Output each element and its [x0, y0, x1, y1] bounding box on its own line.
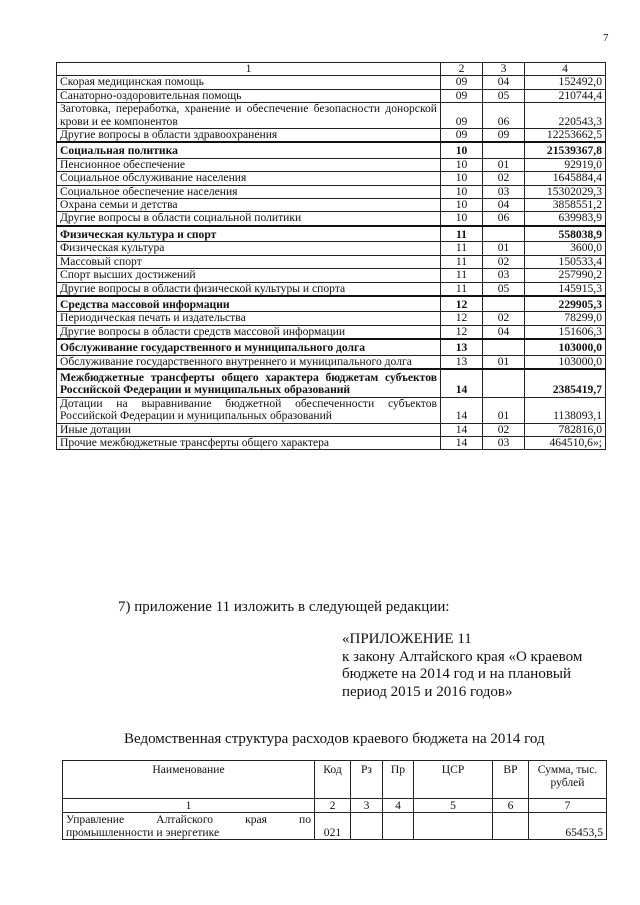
table-row: [57, 76, 606, 89]
table-row: [57, 269, 606, 282]
header-cell: 3: [483, 63, 525, 76]
row-pr: 03: [483, 185, 525, 198]
header-csr: ЦСР: [414, 761, 493, 799]
budget-header-row: [57, 63, 606, 76]
page-number: 7: [603, 32, 609, 44]
dept-structure-table: [62, 760, 607, 840]
row-pr: 09: [483, 129, 525, 143]
table-row: [57, 212, 606, 226]
row-pr: [483, 226, 525, 242]
annex-line: к закону Алтайского края «О краевом: [342, 648, 583, 665]
table-row: [57, 355, 606, 369]
row-sum: 3858551,2: [525, 199, 606, 212]
row-rz: 12: [441, 325, 483, 339]
row-name: Социальное обеспечение населения: [57, 185, 441, 198]
row-rz: 09: [441, 89, 483, 102]
row-pr: 05: [483, 282, 525, 296]
row-sum: 210744,4: [525, 89, 606, 102]
row-pr: 02: [483, 172, 525, 185]
row-pr: 04: [483, 325, 525, 339]
row-rz: 14: [441, 397, 483, 423]
table-row: [57, 423, 606, 436]
dept-csr: [414, 813, 493, 840]
dept-name: Управление Алтайского края по промышленности и энергетике: [63, 813, 315, 840]
row-pr: 03: [483, 269, 525, 282]
row-rz: 11: [441, 255, 483, 268]
dept-pr: [383, 813, 414, 840]
index-cell: 1: [63, 799, 315, 813]
row-rz: 11: [441, 282, 483, 296]
table-row: [57, 89, 606, 102]
index-cell: 2: [315, 799, 351, 813]
row-rz: 12: [441, 312, 483, 325]
row-pr: 01: [483, 355, 525, 369]
table-row: [57, 172, 606, 185]
row-name: Массовый спорт: [57, 255, 441, 268]
row-name: Другие вопросы в области физической культуры и спорта: [57, 282, 441, 296]
row-name: Заготовка, переработка, хранение и обеспечение безопасности донорской крови и ее компонентов: [57, 103, 441, 129]
row-name: Иные дотации: [57, 423, 441, 436]
row-pr: 02: [483, 312, 525, 325]
row-rz: 09: [441, 103, 483, 129]
row-name: Обслуживание государственного внутреннего и муниципального долга: [57, 355, 441, 369]
header-pr: Пр: [383, 761, 414, 799]
row-name: Другие вопросы в области средств массовой информации: [57, 325, 441, 339]
row-pr: [483, 339, 525, 355]
table-row: [57, 103, 606, 129]
row-pr: [483, 296, 525, 312]
row-sum: 558038,9: [525, 226, 606, 242]
row-name: Средства массовой информации: [57, 296, 441, 312]
row-name: Охрана семьи и детства: [57, 199, 441, 212]
header-vr: ВР: [493, 761, 529, 799]
annex-title: «ПРИЛОЖЕНИЕ 11: [342, 631, 472, 647]
index-cell: 7: [529, 799, 607, 813]
row-sum: 145915,3: [525, 282, 606, 296]
row-rz: 12: [441, 296, 483, 312]
dept-header-row: [63, 761, 607, 799]
row-sum: 220543,3: [525, 103, 606, 129]
header-name: Наименование: [63, 761, 315, 799]
row-pr: 01: [483, 242, 525, 255]
row-rz: 10: [441, 172, 483, 185]
row-name: Межбюджетные трансферты общего характера бюджетам субъектов Российской Федерации и муниципальных образований: [57, 369, 441, 397]
row-rz: 11: [441, 226, 483, 242]
index-cell: 5: [414, 799, 493, 813]
row-name: Физическая культура: [57, 242, 441, 255]
row-pr: 02: [483, 423, 525, 436]
row-name: Обслуживание государственного и муниципального долга: [57, 339, 441, 355]
row-rz: 11: [441, 242, 483, 255]
row-sum: 639983,9: [525, 212, 606, 226]
table-row: [57, 242, 606, 255]
section-row: [57, 296, 606, 312]
table-row: [57, 129, 606, 143]
row-pr: 01: [483, 158, 525, 171]
row-name: Периодическая печать и издательства: [57, 312, 441, 325]
row-pr: [483, 369, 525, 397]
table-row: [57, 158, 606, 171]
row-pr: 04: [483, 76, 525, 89]
row-pr: 04: [483, 199, 525, 212]
amendment-line: 7) приложение 11 изложить в следующей редакции:: [118, 599, 450, 615]
row-name: Другие вопросы в области социальной политики: [57, 212, 441, 226]
row-sum: 103000,0: [525, 355, 606, 369]
annex-line: период 2015 и 2016 годов»: [342, 683, 513, 700]
row-rz: 09: [441, 76, 483, 89]
row-sum: 150533,4: [525, 255, 606, 268]
row-sum: 464510,6»;: [525, 436, 606, 449]
row-sum: 257990,2: [525, 269, 606, 282]
table-row: [57, 255, 606, 268]
budget-table: [56, 62, 606, 450]
row-pr: 02: [483, 255, 525, 268]
row-rz: 14: [441, 436, 483, 449]
row-name: Социальное обслуживание населения: [57, 172, 441, 185]
dept-code: 021: [315, 813, 351, 840]
row-sum: 103000,0: [525, 339, 606, 355]
table-row: [57, 185, 606, 198]
row-name: Физическая культура и спорт: [57, 226, 441, 242]
dept-vr: [493, 813, 529, 840]
row-sum: 3600,0: [525, 242, 606, 255]
row-rz: 10: [441, 142, 483, 158]
row-sum: 2385419,7: [525, 369, 606, 397]
section-row: [57, 369, 606, 397]
row-sum: 21539367,8: [525, 142, 606, 158]
row-sum: 12253662,5: [525, 129, 606, 143]
annex-line: бюджете на 2014 год и на плановый: [342, 666, 572, 682]
row-sum: 92919,0: [525, 158, 606, 171]
section-row: [57, 339, 606, 355]
row-rz: 09: [441, 129, 483, 143]
table-row: [57, 397, 606, 423]
row-rz: 10: [441, 199, 483, 212]
row-name: Скорая медицинская помощь: [57, 76, 441, 89]
structure-title: Ведомственная структура расходов краевого бюджета на 2014 год: [124, 731, 545, 747]
annex-block: [342, 631, 582, 701]
row-name: Спорт высших достижений: [57, 269, 441, 282]
index-cell: 6: [493, 799, 529, 813]
header-cell: 2: [441, 63, 483, 76]
row-name: Дотации на выравнивание бюджетной обеспеченности субъектов Российской Федерации и муниципальных образований: [57, 397, 441, 423]
table-row: [57, 282, 606, 296]
row-pr: 03: [483, 436, 525, 449]
table-row: [57, 312, 606, 325]
row-rz: 10: [441, 158, 483, 171]
row-pr: 06: [483, 212, 525, 226]
row-rz: 10: [441, 185, 483, 198]
dept-sum: 65453,5: [529, 813, 607, 840]
row-name: Другие вопросы в области здравоохранения: [57, 129, 441, 143]
row-rz: 14: [441, 369, 483, 397]
row-sum: 1645884,4: [525, 172, 606, 185]
row-sum: 229905,3: [525, 296, 606, 312]
row-sum: 782816,0: [525, 423, 606, 436]
section-row: [57, 142, 606, 158]
header-sum: Сумма, тыс. рублей: [529, 761, 607, 799]
table-row: [57, 436, 606, 449]
row-name: Прочие межбюджетные трансферты общего характера: [57, 436, 441, 449]
row-sum: 1138093,1: [525, 397, 606, 423]
index-cell: 4: [383, 799, 414, 813]
section-row: [57, 226, 606, 242]
row-sum: 152492,0: [525, 76, 606, 89]
row-sum: 78299,0: [525, 312, 606, 325]
table-row: [57, 199, 606, 212]
row-name: Социальная политика: [57, 142, 441, 158]
row-pr: 01: [483, 397, 525, 423]
dept-rz: [351, 813, 383, 840]
row-sum: 151606,3: [525, 325, 606, 339]
dept-index-row: [63, 799, 607, 813]
header-rz: Рз: [351, 761, 383, 799]
header-cell: 4: [525, 63, 606, 76]
row-rz: 10: [441, 212, 483, 226]
header-code: Код: [315, 761, 351, 799]
header-cell: 1: [57, 63, 441, 76]
row-rz: 14: [441, 423, 483, 436]
row-rz: 11: [441, 269, 483, 282]
row-pr: [483, 142, 525, 158]
row-rz: 13: [441, 339, 483, 355]
row-sum: 15302029,3: [525, 185, 606, 198]
row-name: Пенсионное обеспечение: [57, 158, 441, 171]
dept-row: [63, 813, 607, 840]
row-rz: 13: [441, 355, 483, 369]
row-pr: 05: [483, 89, 525, 102]
row-pr: 06: [483, 103, 525, 129]
table-row: [57, 325, 606, 339]
row-name: Санаторно-оздоровительная помощь: [57, 89, 441, 102]
index-cell: 3: [351, 799, 383, 813]
